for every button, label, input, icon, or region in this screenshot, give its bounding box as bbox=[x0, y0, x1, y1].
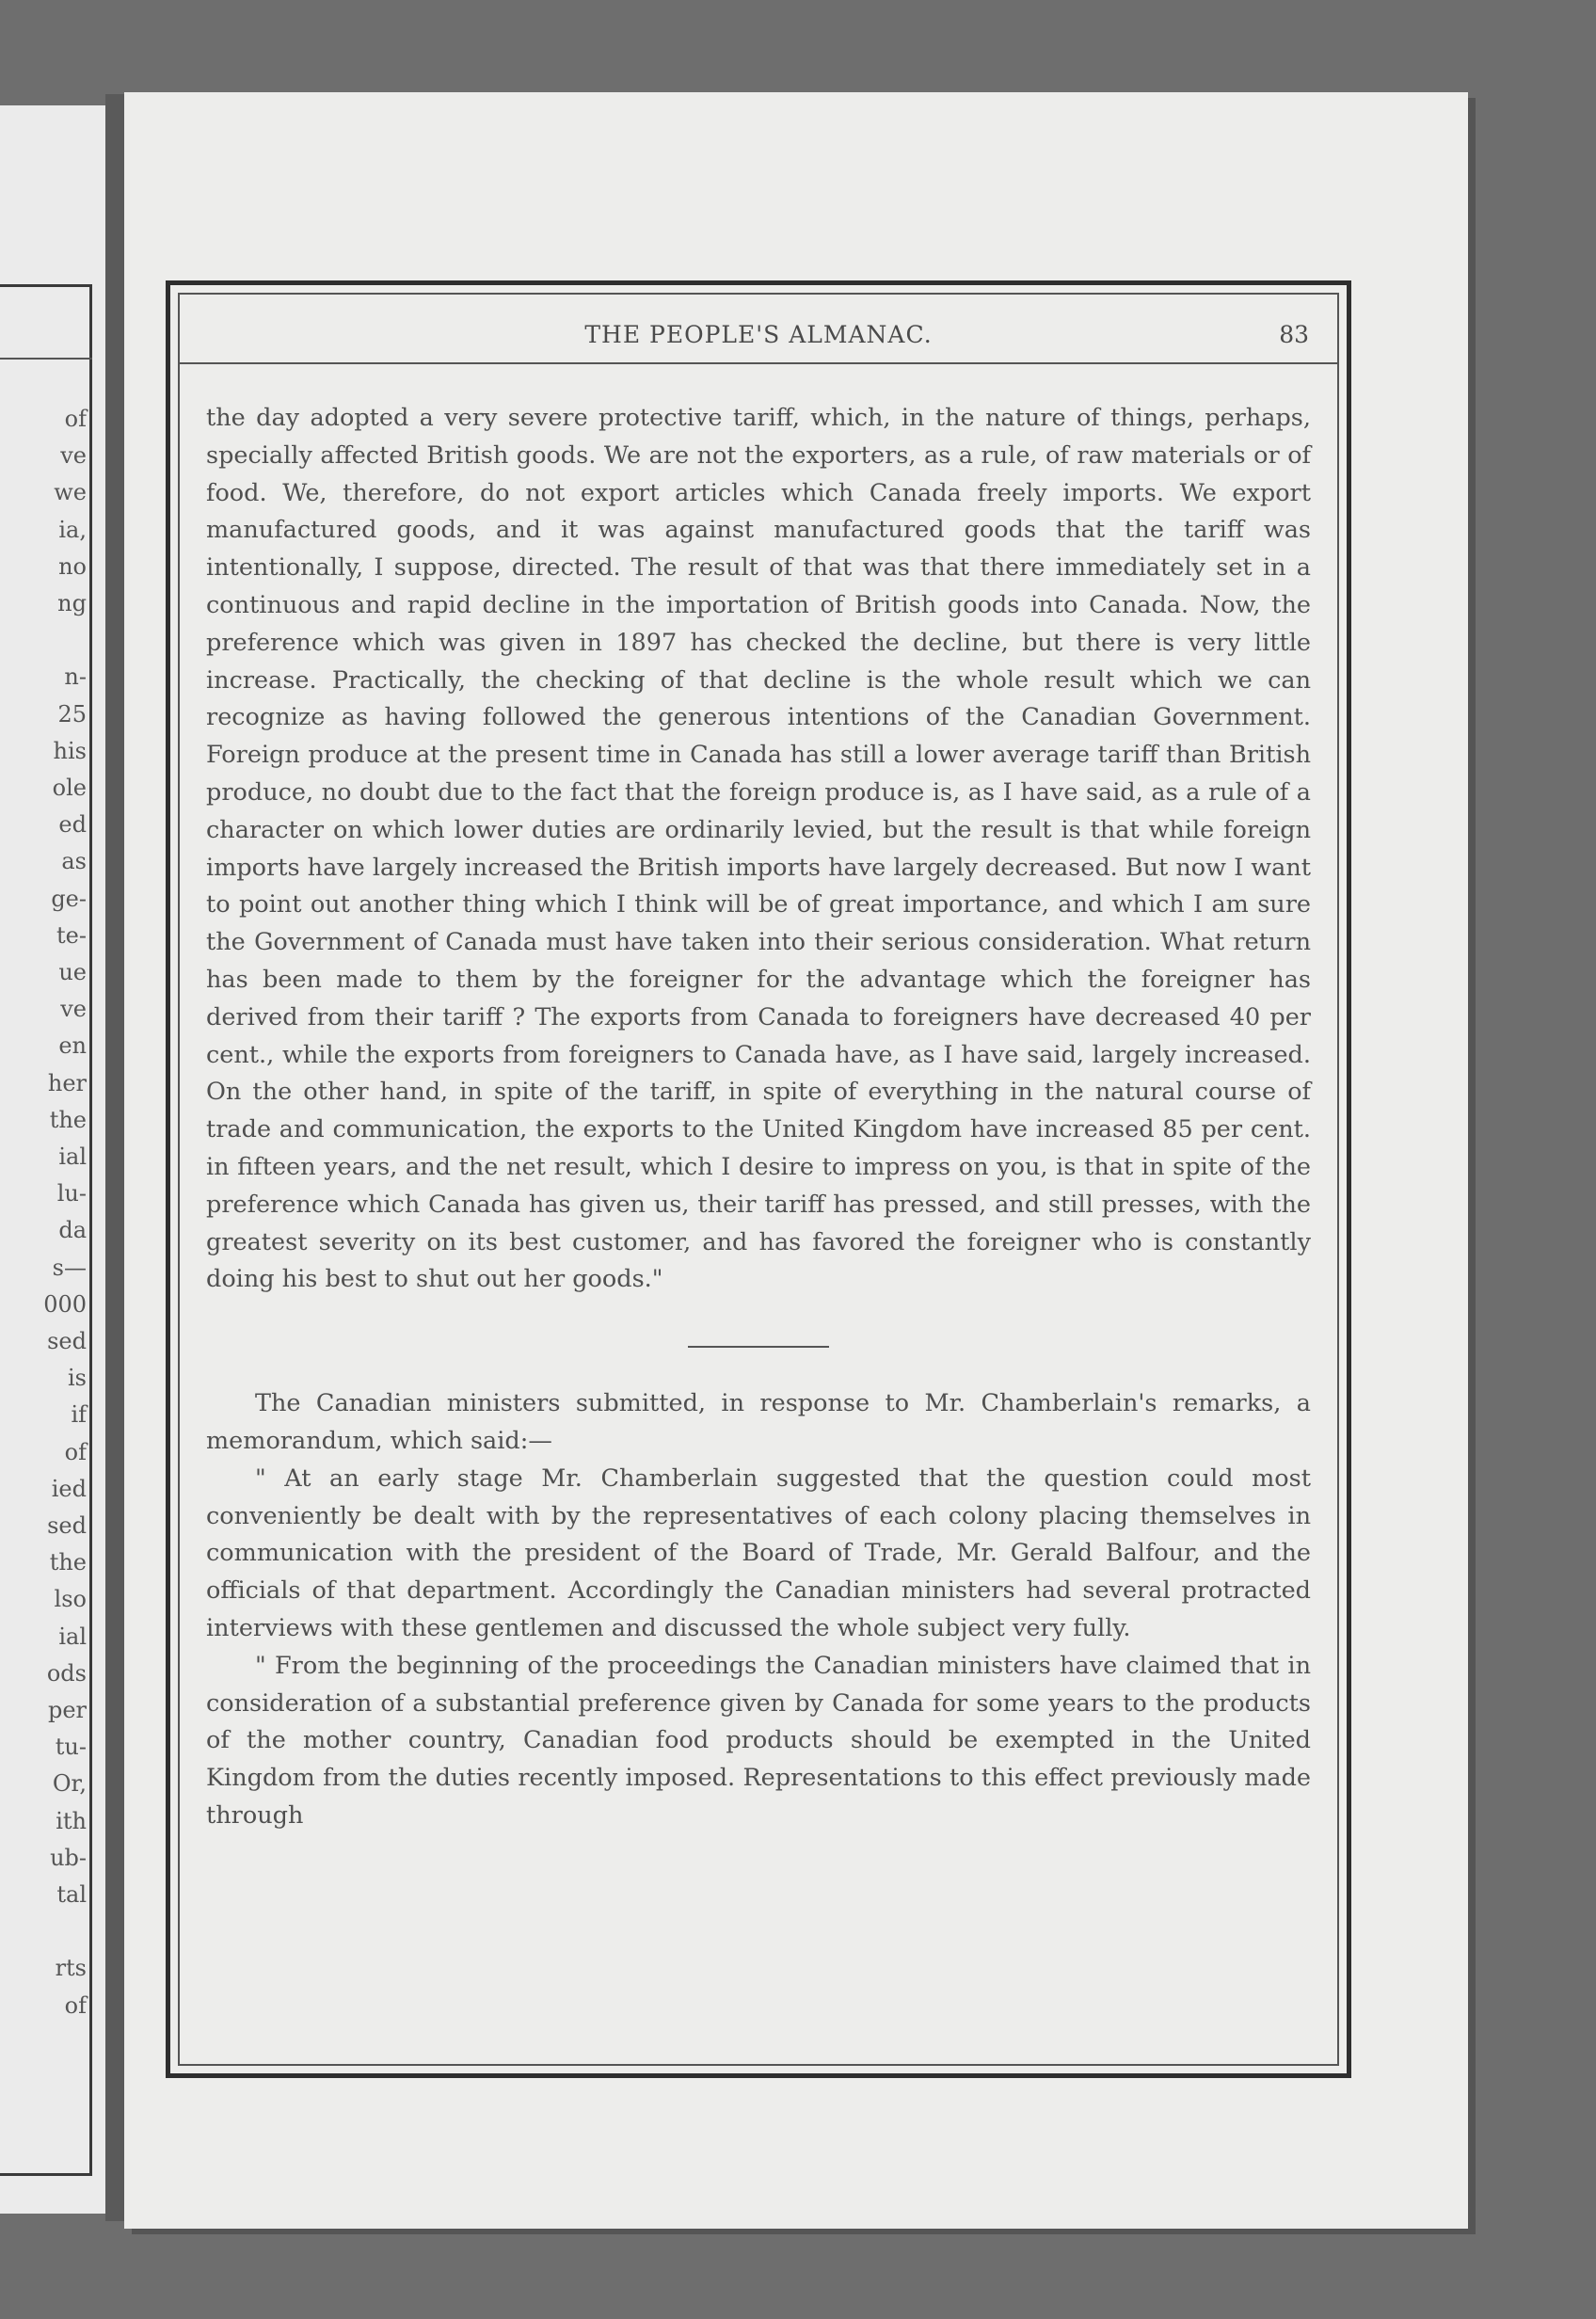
left-page-fragment: ue bbox=[58, 959, 87, 985]
left-page-fragment: sed bbox=[47, 1328, 87, 1354]
left-page-fragment: as bbox=[61, 848, 87, 875]
paragraph-speech-continuation: the day adopted a very severe protective tariff, which, in the nature of things, perhaps, specially affected British goods. We are not the exporters, as a rule, of raw materials or of food. We, therefore, do not export articles which Canada freely imports. We export manufactured goods, and it was against manufactured goods that the tariff was intentionally, I suppose, directed. The result of that was that there immediately set in a continuous and rapid decline in the importation of British goods into Canada. Now, the preference which was given in 1897 has checked the decline, but there is very little increase. Practically, the checking of that decline is the whole result which we can recognize as having followed the generous intentions of the Canadian Government. Foreign produce at the present time in Canada has still a lower average tariff than British produce, no doubt due to the fact that the foreign produce is, as I have said, as a rule of a character on which lower duties are ordinarily levied, but the result is that while foreign imports have largely increased the British imports have largely decreased. But now I want to point out another thing which I think will be of great importance, and which I am sure the Government of Canada must have taken into their serious consideration. What return has been made to them by the foreigner for the advantage which the foreigner has derived from their tariff ? The exports from Canada to foreigners have decreased 40 per cent., while the exports from foreigners to Canada have, as I have said, largely increased. On the other hand, in spite of the tariff, in spite of everything in the natural course of trade and communication, the exports to the United Kingdom have increased 85 per cent. in fifteen years, and the net result, which I desire to impress on you, is that in spite of the preference which Canada has given us, their tariff has pressed, and still presses, with the greatest severity on its best customer, and has favored the foreigner who is constantly doing his best to shut out her goods." bbox=[206, 404, 1311, 1294]
left-page-fragment: per bbox=[47, 1697, 87, 1723]
left-page-fragment: if bbox=[71, 1401, 87, 1429]
left-page-header-rule bbox=[0, 358, 92, 360]
left-page-fragment: of bbox=[64, 1438, 87, 1465]
left-page-fragment: ole bbox=[52, 775, 87, 801]
left-page-fragment: of bbox=[64, 406, 87, 432]
paragraph-memorandum-intro: The Canadian ministers submitted, in response to Mr. Chamberlain's remarks, a memorandum, which said:— bbox=[206, 1389, 1311, 1455]
left-page-fragment: his bbox=[53, 737, 87, 764]
left-page-fragment: n- bbox=[64, 664, 87, 691]
left-page-fragment: ve bbox=[60, 996, 87, 1023]
left-page-fragment: Or, bbox=[52, 1770, 87, 1798]
left-page-fragment: ng bbox=[57, 590, 87, 616]
left-page-fragment: ub- bbox=[50, 1844, 87, 1871]
left-page-fragment: is bbox=[68, 1365, 87, 1392]
left-page-fragment: ial bbox=[58, 1623, 87, 1650]
left-page-fragment: ia, bbox=[58, 516, 87, 543]
left-page-fragment: no bbox=[58, 552, 87, 580]
left-page-fragment: of bbox=[64, 1991, 87, 2019]
page-border-outer bbox=[166, 280, 1351, 2078]
left-page-fragment: lu- bbox=[56, 1180, 87, 1207]
left-page-fragment: her bbox=[47, 1069, 87, 1096]
left-page-fragment: sed bbox=[47, 1512, 87, 1539]
left-page-fragment: the bbox=[49, 1549, 87, 1576]
page-title: THE PEOPLE'S ALMANAC. bbox=[584, 321, 933, 348]
left-page-fragment: da bbox=[58, 1217, 87, 1244]
section-divider bbox=[688, 1346, 829, 1348]
left-page-fragment: ge- bbox=[51, 885, 87, 912]
left-page-fragment: 25 bbox=[57, 700, 87, 728]
paragraph-memorandum-quote-1: " At an early stage Mr. Chamberlain suggested that the question could most conveniently be dealt with by the representatives of each colony placing themselves in communication with the president of the Board of Trade, Mr. Gerald Balfour, and the officials of that department. Accordingly the Canadian ministers had several protracted interviews with these gentlemen and discussed the whole subject very fully. bbox=[206, 1463, 1311, 1642]
left-page-edge bbox=[0, 105, 108, 2214]
left-page-fragment: en bbox=[58, 1032, 87, 1060]
left-page-fragment: ve bbox=[60, 442, 87, 470]
left-page-fragment: rts bbox=[55, 1955, 87, 1982]
running-header bbox=[180, 321, 1337, 364]
page-number: 83 bbox=[1279, 321, 1309, 348]
left-page-fragment: the bbox=[49, 1106, 87, 1133]
left-page-fragment: tal bbox=[56, 1881, 87, 1908]
left-page-fragment: tu- bbox=[55, 1734, 87, 1761]
body-text bbox=[206, 400, 1311, 1835]
paragraph-memorandum-quote-2: " From the beginning of the proceedings the Canadian ministers have claimed that in consideration of a substantial preference given by Canada for some years to the products of the mother country, Canadian food products should be exempted in the United Kingdom from the duties recently imposed. Representations to this effect previously made through bbox=[206, 1651, 1311, 1830]
left-page-fragment: te- bbox=[56, 921, 87, 949]
page-border-inner bbox=[178, 293, 1339, 2066]
left-page-fragment: 000 bbox=[43, 1290, 87, 1318]
left-page-fragment: s— bbox=[52, 1254, 87, 1281]
right-page bbox=[124, 92, 1468, 2229]
left-page-fragment: we bbox=[54, 479, 87, 506]
left-page-fragment: ied bbox=[51, 1475, 87, 1502]
left-page-fragment: ial bbox=[58, 1144, 87, 1170]
left-page-fragment: ed bbox=[58, 811, 87, 839]
left-page-fragment: ith bbox=[56, 1807, 87, 1834]
left-page-fragment: ods bbox=[46, 1659, 87, 1687]
left-page-fragment: lso bbox=[54, 1586, 87, 1613]
book-gutter bbox=[105, 94, 124, 2221]
